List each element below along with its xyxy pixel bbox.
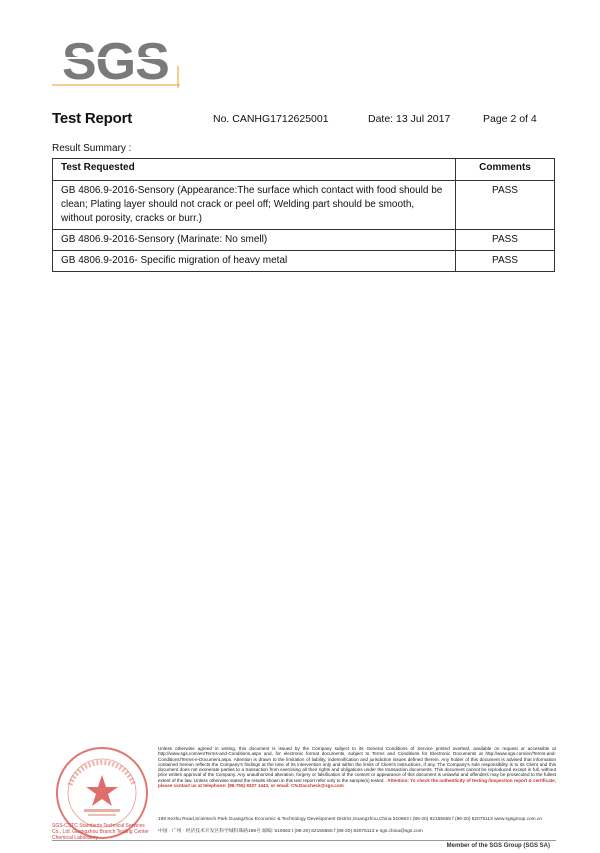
table-row xyxy=(53,181,555,230)
table-row xyxy=(53,251,555,272)
member-of-sgs-group: Member of the SGS Group (SGS SA) xyxy=(446,843,550,849)
legal-text: Unless otherwise agreed in writing, this document is issued by the Company subject to its General Conditions of Service printed overleaf, available on request or accessible at http://www.sgs.com/en/Terms-and-Conditions.aspx and, for electronic format documents, subject to Terms and Conditions for Electronic Documents at http://www.sgs.com/en/Terms-and-Conditions/Terms-e-Document.aspx. Attention is drawn to the limitation of liability, indemnification and jurisdiction issues defined therein. Any holder of this document is advised that information contained hereon reflects the Company's findings at the time of its intervention only and within the limits of Client's instructions, if any. The Company's sole responsibility is to its Client and this document does not exonerate parties to a transaction from exercising all their rights and obligations under the transaction documents. This document cannot be reproduced except in full, without prior written approval of the Company. Any unauthorized alteration, forgery or falsification of the content or appearance of this document is unlawful and offenders may be prosecuted to the fullest extent of the law. Unless otherwise stated the results shown in this test report refer only to the sample(s) tested . xyxy=(158,746,556,783)
test-requested-cell: GB 4806.9-2016-Sensory (Marinate: No smell) xyxy=(53,230,456,251)
page-number: Page 2 of 4 xyxy=(483,113,537,125)
result-summary-table xyxy=(52,158,555,272)
report-number: No. CANHG1712625001 xyxy=(213,113,329,125)
comment-cell: PASS xyxy=(456,181,555,230)
stamp-caption: SGS-CSTC Standards Technical Services Co., Ltd. Guangzhou Branch Testing Center Chemical Laboratory xyxy=(52,823,149,841)
comment-cell: PASS xyxy=(456,251,555,272)
svg-text:SGS: SGS xyxy=(62,33,169,90)
sgs-logo xyxy=(52,22,182,90)
address-chinese: 中国 · 广州 · 经济技术开发区科学城科珠路198号 邮编: 510663 t (86-20) 82155555 f (86-20) 82075113 e sgs.china@sgs.com xyxy=(158,829,423,834)
test-requested-cell: GB 4806.9-2016-Sensory (Appearance:The surface which contact with food should be clean; Plating layer should not crack or peel off; Welding part should be smooth, without porosity, cracks or burr.) xyxy=(53,181,456,230)
report-title: Test Report xyxy=(52,110,133,127)
table-header-row xyxy=(53,159,555,181)
address-english: 198 Kezhu Road,Scientech Park Guangzhou Economic & Technology Development District,Guangzhou,China 510663 t (86-20) 82155555 f (86-20) 82075113 www.sgsgroup.com.cn xyxy=(158,817,543,822)
header-comments: Comments xyxy=(456,159,555,181)
authenticity-attention: Attention: To check the authenticity of testing /inspection report & certificate, please contact us at telephone: (86-755) 8307 1443, or email: CN.Doccheck@sgs.com xyxy=(158,777,556,789)
report-date: Date: 13 Jul 2017 xyxy=(368,113,451,125)
table-row xyxy=(53,230,555,251)
comment-cell: PASS xyxy=(456,230,555,251)
header-test-requested: Test Requested xyxy=(53,159,456,181)
test-requested-cell: GB 4806.9-2016- Specific migration of heavy metal xyxy=(53,251,456,272)
legal-disclaimer xyxy=(158,746,556,788)
result-summary-label: Result Summary : xyxy=(52,143,132,154)
footer-divider xyxy=(52,840,556,841)
